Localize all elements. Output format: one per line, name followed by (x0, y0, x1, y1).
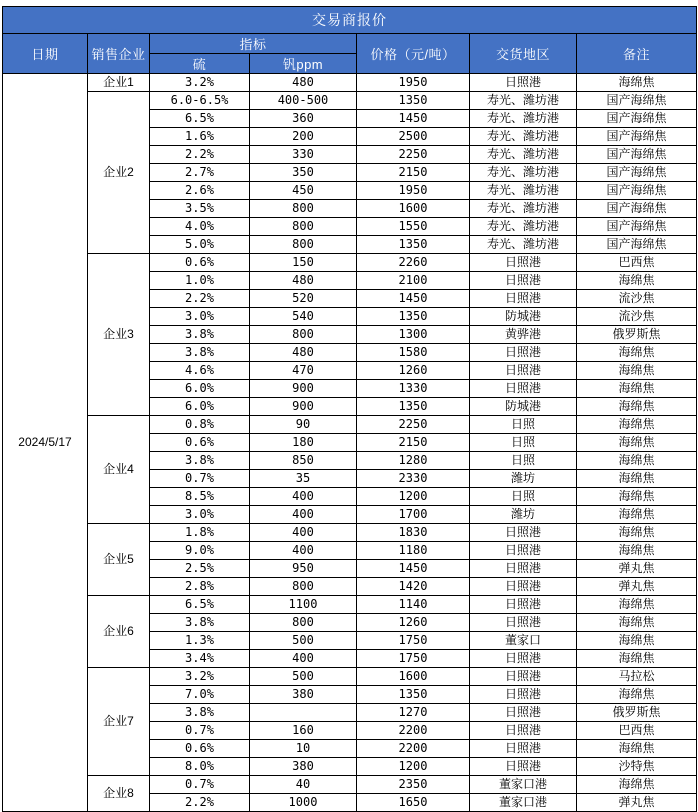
column-header-delivery-area: 交货地区 (470, 34, 577, 74)
table-header (3, 7, 697, 74)
cell-delivery-area: 日照 (470, 416, 577, 434)
cell-vanadium: 400-500 (250, 92, 357, 110)
cell-enterprise: 企业7 (88, 668, 150, 776)
cell-remark: 马拉松 (577, 668, 697, 686)
cell-remark: 海绵焦 (577, 434, 697, 452)
cell-delivery-area: 日照港 (470, 704, 577, 722)
cell-sulfur: 6.5% (150, 596, 250, 614)
cell-sulfur: 2.6% (150, 182, 250, 200)
cell-vanadium: 500 (250, 632, 357, 650)
cell-price: 1260 (357, 614, 470, 632)
cell-delivery-area: 日照 (470, 434, 577, 452)
cell-delivery-area: 日照 (470, 452, 577, 470)
cell-vanadium: 330 (250, 146, 357, 164)
cell-delivery-area: 日照港 (470, 344, 577, 362)
cell-remark: 海绵焦 (577, 632, 697, 650)
cell-delivery-area: 董家口港 (470, 794, 577, 812)
cell-price: 1300 (357, 326, 470, 344)
cell-price: 1350 (357, 686, 470, 704)
cell-price: 1950 (357, 182, 470, 200)
cell-price: 1330 (357, 380, 470, 398)
cell-delivery-area: 防城港 (470, 398, 577, 416)
cell-remark: 海绵焦 (577, 524, 697, 542)
cell-vanadium: 520 (250, 290, 357, 308)
cell-delivery-area: 潍坊 (470, 506, 577, 524)
cell-delivery-area: 日照 (470, 488, 577, 506)
cell-sulfur: 0.6% (150, 434, 250, 452)
cell-vanadium: 10 (250, 740, 357, 758)
cell-enterprise: 企业5 (88, 524, 150, 596)
cell-price: 1830 (357, 524, 470, 542)
cell-price: 1600 (357, 668, 470, 686)
cell-remark: 海绵焦 (577, 416, 697, 434)
cell-enterprise: 企业2 (88, 92, 150, 254)
cell-sulfur: 6.5% (150, 110, 250, 128)
cell-delivery-area: 日照港 (470, 578, 577, 596)
cell-price: 1450 (357, 290, 470, 308)
cell-vanadium: 1000 (250, 794, 357, 812)
cell-vanadium: 35 (250, 470, 357, 488)
cell-price: 1200 (357, 488, 470, 506)
cell-price: 1600 (357, 200, 470, 218)
cell-vanadium: 480 (250, 74, 357, 92)
cell-delivery-area: 日照港 (470, 596, 577, 614)
cell-delivery-area: 日照港 (470, 524, 577, 542)
cell-sulfur: 0.7% (150, 722, 250, 740)
cell-price: 2350 (357, 776, 470, 794)
cell-sulfur: 3.2% (150, 74, 250, 92)
table-row (3, 74, 697, 92)
cell-sulfur: 5.0% (150, 236, 250, 254)
cell-remark: 海绵焦 (577, 398, 697, 416)
cell-remark: 海绵焦 (577, 488, 697, 506)
cell-price: 2150 (357, 164, 470, 182)
table-row (3, 254, 697, 272)
cell-delivery-area: 日照港 (470, 560, 577, 578)
cell-remark: 沙特焦 (577, 758, 697, 776)
table-row (3, 776, 697, 794)
title-row (3, 7, 697, 34)
table-row (3, 92, 697, 110)
cell-vanadium: 400 (250, 524, 357, 542)
cell-price: 1550 (357, 218, 470, 236)
cell-vanadium: 800 (250, 326, 357, 344)
cell-vanadium: 480 (250, 344, 357, 362)
cell-sulfur: 7.0% (150, 686, 250, 704)
cell-delivery-area: 寿光、潍坊港 (470, 182, 577, 200)
cell-delivery-area: 日照港 (470, 740, 577, 758)
cell-sulfur: 0.7% (150, 776, 250, 794)
cell-sulfur: 2.8% (150, 578, 250, 596)
column-header-remark: 备注 (577, 34, 697, 74)
cell-vanadium: 90 (250, 416, 357, 434)
cell-vanadium: 380 (250, 758, 357, 776)
cell-enterprise: 企业8 (88, 776, 150, 812)
cell-vanadium: 400 (250, 650, 357, 668)
cell-delivery-area: 日照港 (470, 722, 577, 740)
cell-sulfur: 3.5% (150, 200, 250, 218)
cell-vanadium: 800 (250, 614, 357, 632)
cell-vanadium: 450 (250, 182, 357, 200)
cell-sulfur: 3.8% (150, 344, 250, 362)
cell-price: 1350 (357, 236, 470, 254)
cell-enterprise: 企业4 (88, 416, 150, 524)
cell-delivery-area: 日照港 (470, 290, 577, 308)
cell-vanadium: 500 (250, 668, 357, 686)
cell-vanadium: 470 (250, 362, 357, 380)
table-row (3, 416, 697, 434)
column-header-date: 日期 (3, 34, 88, 74)
cell-remark: 俄罗斯焦 (577, 326, 697, 344)
cell-vanadium: 800 (250, 200, 357, 218)
cell-delivery-area: 日照港 (470, 542, 577, 560)
column-header-sulfur: 硫 (150, 54, 250, 74)
cell-remark: 国产海绵焦 (577, 110, 697, 128)
cell-sulfur: 0.7% (150, 470, 250, 488)
cell-remark: 弹丸焦 (577, 578, 697, 596)
cell-vanadium: 180 (250, 434, 357, 452)
cell-vanadium: 800 (250, 218, 357, 236)
cell-remark: 国产海绵焦 (577, 236, 697, 254)
cell-remark: 海绵焦 (577, 776, 697, 794)
cell-vanadium: 380 (250, 686, 357, 704)
cell-vanadium: 800 (250, 236, 357, 254)
cell-remark: 海绵焦 (577, 470, 697, 488)
cell-remark: 海绵焦 (577, 542, 697, 560)
cell-sulfur: 3.0% (150, 506, 250, 524)
cell-delivery-area: 日照港 (470, 272, 577, 290)
cell-sulfur: 2.2% (150, 290, 250, 308)
cell-sulfur: 1.8% (150, 524, 250, 542)
cell-sulfur: 0.6% (150, 740, 250, 758)
cell-date: 2024/5/17 (3, 74, 88, 812)
cell-sulfur: 2.5% (150, 560, 250, 578)
cell-price: 2200 (357, 740, 470, 758)
cell-remark: 海绵焦 (577, 380, 697, 398)
cell-remark: 流沙焦 (577, 308, 697, 326)
cell-sulfur: 4.6% (150, 362, 250, 380)
cell-sulfur: 8.0% (150, 758, 250, 776)
cell-delivery-area: 日照港 (470, 758, 577, 776)
cell-delivery-area: 日照港 (470, 668, 577, 686)
cell-vanadium: 900 (250, 380, 357, 398)
cell-price: 2150 (357, 434, 470, 452)
cell-remark: 国产海绵焦 (577, 182, 697, 200)
cell-remark: 海绵焦 (577, 650, 697, 668)
cell-delivery-area: 寿光、潍坊港 (470, 236, 577, 254)
cell-remark: 海绵焦 (577, 686, 697, 704)
cell-sulfur: 1.3% (150, 632, 250, 650)
cell-enterprise: 企业6 (88, 596, 150, 668)
cell-price: 2250 (357, 416, 470, 434)
cell-remark: 国产海绵焦 (577, 128, 697, 146)
cell-sulfur: 1.0% (150, 272, 250, 290)
cell-price: 1270 (357, 704, 470, 722)
column-header-indicator-group: 指标 (150, 34, 357, 54)
cell-remark: 海绵焦 (577, 740, 697, 758)
cell-delivery-area: 潍坊 (470, 470, 577, 488)
cell-price: 2100 (357, 272, 470, 290)
cell-delivery-area: 黄骅港 (470, 326, 577, 344)
cell-vanadium: 360 (250, 110, 357, 128)
cell-price: 2330 (357, 470, 470, 488)
cell-remark: 国产海绵焦 (577, 200, 697, 218)
cell-vanadium: 160 (250, 722, 357, 740)
cell-delivery-area: 寿光、潍坊港 (470, 128, 577, 146)
cell-sulfur: 3.4% (150, 650, 250, 668)
cell-remark: 海绵焦 (577, 362, 697, 380)
cell-delivery-area: 寿光、潍坊港 (470, 146, 577, 164)
cell-price: 1140 (357, 596, 470, 614)
cell-delivery-area: 寿光、潍坊港 (470, 92, 577, 110)
column-header-vanadium: 钒ppm (250, 54, 357, 74)
cell-sulfur: 6.0% (150, 380, 250, 398)
cell-delivery-area: 日照港 (470, 650, 577, 668)
cell-delivery-area: 董家口 (470, 632, 577, 650)
cell-price: 1750 (357, 632, 470, 650)
cell-vanadium: 800 (250, 578, 357, 596)
cell-sulfur: 8.5% (150, 488, 250, 506)
table-title: 交易商报价 (3, 7, 697, 34)
cell-vanadium: 400 (250, 542, 357, 560)
cell-delivery-area: 日照港 (470, 380, 577, 398)
cell-price: 1350 (357, 308, 470, 326)
table-row (3, 668, 697, 686)
cell-delivery-area: 日照港 (470, 686, 577, 704)
cell-price: 1750 (357, 650, 470, 668)
cell-price: 1950 (357, 74, 470, 92)
cell-price: 1700 (357, 506, 470, 524)
cell-vanadium: 950 (250, 560, 357, 578)
cell-remark: 国产海绵焦 (577, 218, 697, 236)
cell-delivery-area: 日照港 (470, 362, 577, 380)
cell-remark: 海绵焦 (577, 74, 697, 92)
cell-enterprise: 企业3 (88, 254, 150, 416)
cell-sulfur: 2.7% (150, 164, 250, 182)
cell-price: 1180 (357, 542, 470, 560)
cell-price: 1350 (357, 92, 470, 110)
table-body (3, 74, 697, 812)
cell-vanadium: 480 (250, 272, 357, 290)
cell-delivery-area: 防城港 (470, 308, 577, 326)
cell-sulfur: 6.0-6.5% (150, 92, 250, 110)
cell-sulfur: 2.2% (150, 794, 250, 812)
cell-remark: 海绵焦 (577, 614, 697, 632)
cell-sulfur: 9.0% (150, 542, 250, 560)
cell-remark: 海绵焦 (577, 596, 697, 614)
cell-remark: 海绵焦 (577, 344, 697, 362)
column-header-enterprise: 销售企业 (88, 34, 150, 74)
cell-price: 1450 (357, 110, 470, 128)
cell-price: 1650 (357, 794, 470, 812)
cell-price: 2250 (357, 146, 470, 164)
trader-quote-table (2, 6, 697, 812)
cell-delivery-area: 寿光、潍坊港 (470, 218, 577, 236)
cell-sulfur: 2.2% (150, 146, 250, 164)
cell-remark: 巴西焦 (577, 254, 697, 272)
cell-delivery-area: 日照港 (470, 254, 577, 272)
cell-vanadium (250, 704, 357, 722)
cell-delivery-area: 董家口港 (470, 776, 577, 794)
cell-price: 1200 (357, 758, 470, 776)
cell-remark: 国产海绵焦 (577, 92, 697, 110)
cell-delivery-area: 日照港 (470, 614, 577, 632)
cell-remark: 国产海绵焦 (577, 164, 697, 182)
cell-vanadium: 400 (250, 488, 357, 506)
cell-remark: 海绵焦 (577, 506, 697, 524)
column-header-price: 价格（元/吨） (357, 34, 470, 74)
table-row (3, 524, 697, 542)
cell-vanadium: 850 (250, 452, 357, 470)
cell-vanadium: 200 (250, 128, 357, 146)
cell-sulfur: 4.0% (150, 218, 250, 236)
cell-price: 1260 (357, 362, 470, 380)
cell-vanadium: 1100 (250, 596, 357, 614)
cell-remark: 弹丸焦 (577, 794, 697, 812)
cell-price: 2200 (357, 722, 470, 740)
cell-remark: 流沙焦 (577, 290, 697, 308)
cell-price: 1350 (357, 398, 470, 416)
cell-vanadium: 400 (250, 506, 357, 524)
cell-enterprise: 企业1 (88, 74, 150, 92)
table-row (3, 596, 697, 614)
cell-remark: 弹丸焦 (577, 560, 697, 578)
cell-vanadium: 40 (250, 776, 357, 794)
cell-sulfur: 3.0% (150, 308, 250, 326)
cell-sulfur: 0.8% (150, 416, 250, 434)
cell-remark: 巴西焦 (577, 722, 697, 740)
cell-delivery-area: 日照港 (470, 74, 577, 92)
cell-sulfur: 3.2% (150, 668, 250, 686)
cell-remark: 海绵焦 (577, 452, 697, 470)
cell-sulfur: 3.8% (150, 614, 250, 632)
cell-sulfur: 3.8% (150, 704, 250, 722)
cell-sulfur: 3.8% (150, 452, 250, 470)
cell-price: 2260 (357, 254, 470, 272)
cell-sulfur: 1.6% (150, 128, 250, 146)
cell-vanadium: 350 (250, 164, 357, 182)
header-row-1 (3, 34, 697, 54)
cell-vanadium: 900 (250, 398, 357, 416)
cell-price: 1580 (357, 344, 470, 362)
cell-remark: 国产海绵焦 (577, 146, 697, 164)
cell-price: 1450 (357, 560, 470, 578)
cell-delivery-area: 寿光、潍坊港 (470, 110, 577, 128)
cell-vanadium: 540 (250, 308, 357, 326)
cell-price: 1420 (357, 578, 470, 596)
cell-sulfur: 6.0% (150, 398, 250, 416)
cell-price: 2500 (357, 128, 470, 146)
cell-remark: 俄罗斯焦 (577, 704, 697, 722)
cell-vanadium: 150 (250, 254, 357, 272)
cell-sulfur: 0.6% (150, 254, 250, 272)
cell-delivery-area: 寿光、潍坊港 (470, 164, 577, 182)
cell-price: 1280 (357, 452, 470, 470)
cell-sulfur: 3.8% (150, 326, 250, 344)
cell-remark: 海绵焦 (577, 272, 697, 290)
cell-delivery-area: 寿光、潍坊港 (470, 200, 577, 218)
